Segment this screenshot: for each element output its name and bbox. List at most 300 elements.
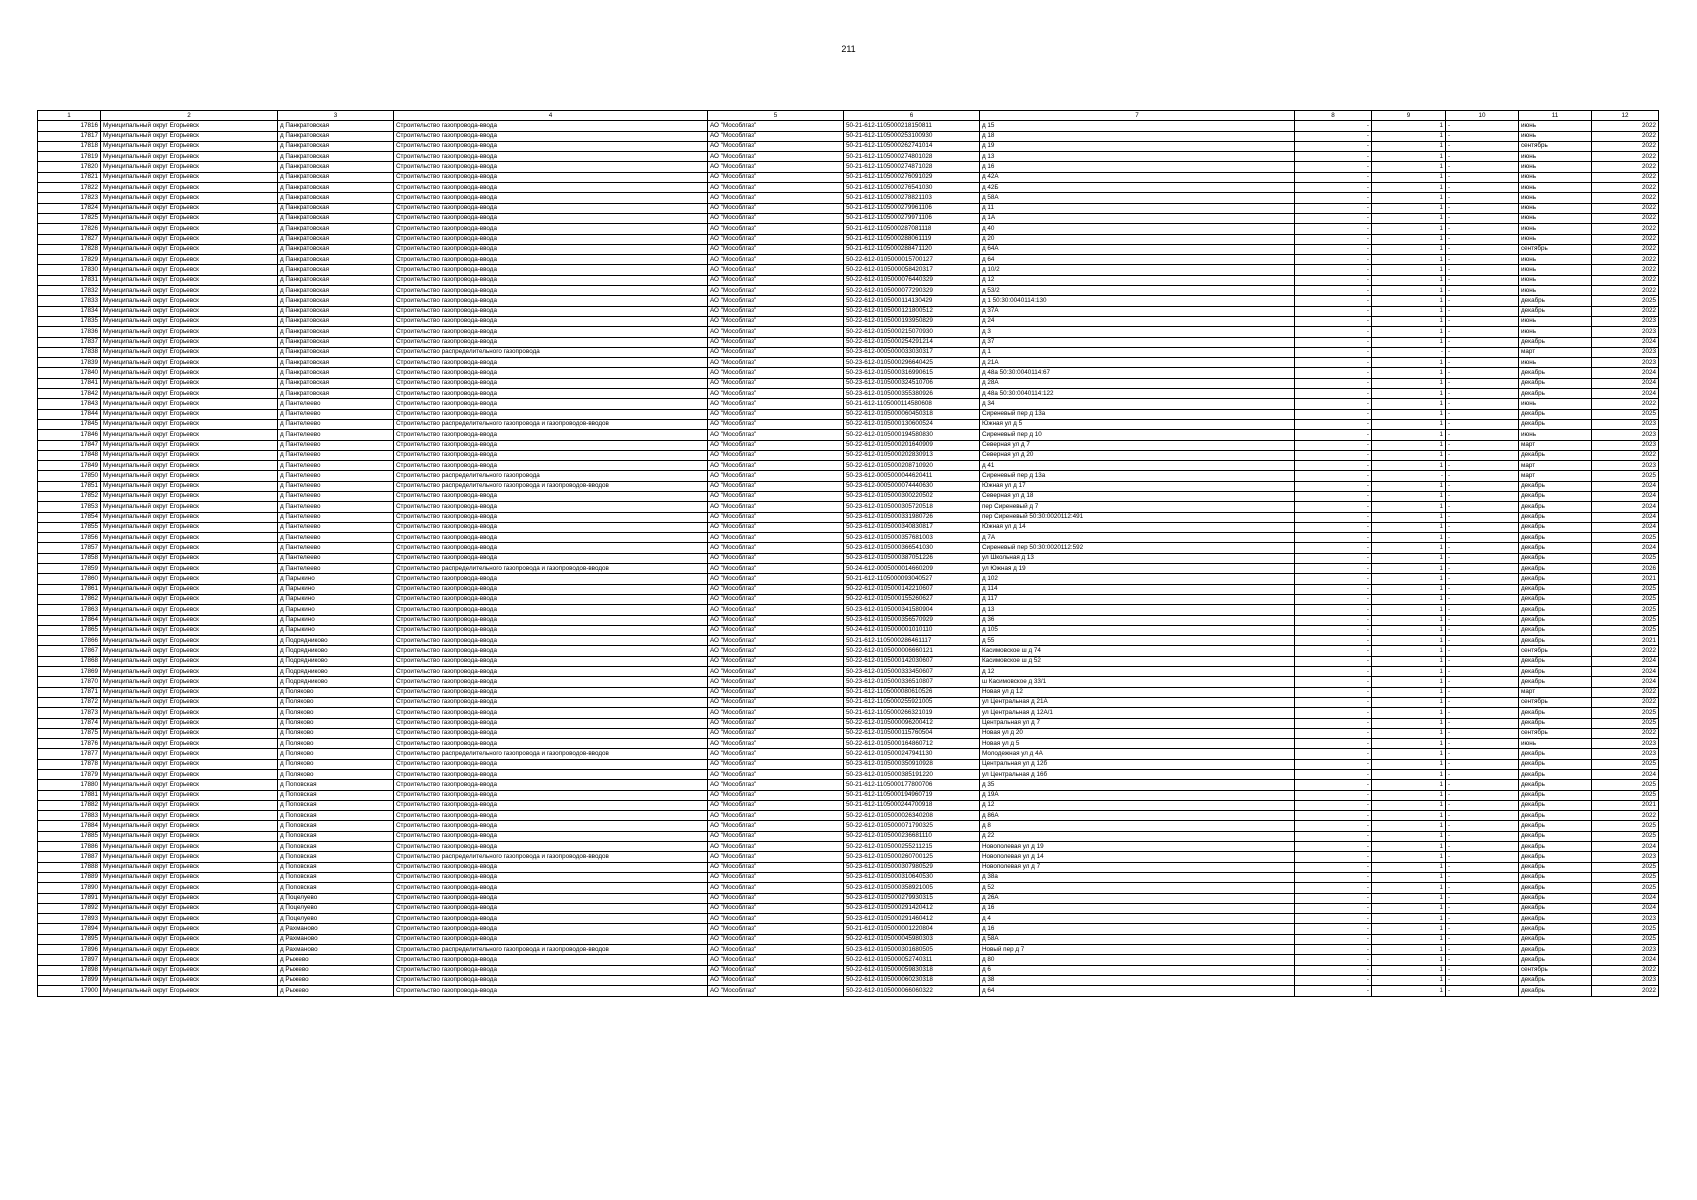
cell-row-number: 17877: [38, 749, 101, 759]
cell-settlement: д Панкратовская: [278, 234, 394, 244]
cell-organization: АО "Мособлгаз": [708, 255, 844, 265]
cell-application-number: 50-21-612-1105000279961106: [844, 203, 980, 213]
cell-application-number: 50-23-612-0105000291460412: [844, 914, 980, 924]
cell-settlement: д Панкратовская: [278, 224, 394, 234]
cell-year: 2021: [1592, 636, 1659, 646]
cell-work-type: Строительство газопровода-ввода: [394, 677, 708, 687]
cell-year: 2025: [1592, 862, 1659, 872]
cell-work-type: Строительство газопровода-ввода: [394, 965, 708, 975]
cell-value-8: -: [1295, 265, 1372, 275]
cell-value-8: -: [1295, 409, 1372, 419]
column-header: 3: [278, 111, 394, 121]
cell-value-10: -: [1446, 852, 1519, 862]
cell-value-9: 1: [1372, 862, 1446, 872]
cell-value-9: 1: [1372, 811, 1446, 821]
table-row: [38, 728, 1659, 738]
cell-value-10: -: [1446, 893, 1519, 903]
cell-work-type: Строительство газопровода-ввода: [394, 512, 708, 522]
cell-month: июнь: [1519, 286, 1592, 296]
cell-year: 2022: [1592, 646, 1659, 656]
cell-year: 2024: [1592, 893, 1659, 903]
cell-value-10: -: [1446, 368, 1519, 378]
cell-organization: АО "Мособлгаз": [708, 337, 844, 347]
cell-municipality: Муниципальный округ Егорьевск: [101, 378, 278, 388]
cell-organization: АО "Мособлгаз": [708, 306, 844, 316]
cell-value-9: 1: [1372, 481, 1446, 491]
cell-address: д 20: [980, 234, 1295, 244]
cell-month: декабрь: [1519, 821, 1592, 831]
cell-address: Сиреневый пер 50:30:0020112:592: [980, 543, 1295, 553]
cell-application-number: 50-23-612-0105000331980726: [844, 512, 980, 522]
cell-work-type: Строительство газопровода-ввода: [394, 574, 708, 584]
cell-row-number: 17885: [38, 831, 101, 841]
cell-month: декабрь: [1519, 656, 1592, 666]
cell-settlement: д Рахманово: [278, 945, 394, 955]
table-row: [38, 708, 1659, 718]
cell-year: 2022: [1592, 141, 1659, 151]
cell-value-8: -: [1295, 162, 1372, 172]
cell-settlement: д Панкратовская: [278, 275, 394, 285]
cell-application-number: 50-23-612-0105000385191220: [844, 770, 980, 780]
cell-row-number: 17853: [38, 502, 101, 512]
cell-settlement: д Рыжево: [278, 986, 394, 996]
cell-work-type: Строительство газопровода-ввода: [394, 605, 708, 615]
cell-value-9: 1: [1372, 296, 1446, 306]
cell-address: д 48а 50:30:0040114:67: [980, 368, 1295, 378]
cell-organization: АО "Мособлгаз": [708, 296, 844, 306]
cell-settlement: д Пантелеево: [278, 419, 394, 429]
cell-application-number: 50-23-612-0105000358921005: [844, 883, 980, 893]
cell-value-10: -: [1446, 419, 1519, 429]
cell-address: д 55: [980, 636, 1295, 646]
cell-address: д 80: [980, 955, 1295, 965]
cell-value-9: 1: [1372, 975, 1446, 985]
cell-year: 2022: [1592, 697, 1659, 707]
cell-settlement: д Панкратовская: [278, 203, 394, 213]
cell-settlement: д Поповская: [278, 862, 394, 872]
cell-work-type: Строительство газопровода-ввода: [394, 131, 708, 141]
cell-month: декабрь: [1519, 584, 1592, 594]
cell-application-number: 50-21-612-1105000278821103: [844, 193, 980, 203]
cell-application-number: 50-22-612-0105000164860712: [844, 739, 980, 749]
cell-settlement: д Парыкино: [278, 615, 394, 625]
cell-address: пер Сиреневый д 7: [980, 502, 1295, 512]
cell-address: ш Касимовское д 33/1: [980, 677, 1295, 687]
cell-month: июнь: [1519, 162, 1592, 172]
cell-month: март: [1519, 687, 1592, 697]
cell-application-number: 50-22-612-0105000052740311: [844, 955, 980, 965]
cell-row-number: 17854: [38, 512, 101, 522]
cell-value-8: -: [1295, 306, 1372, 316]
cell-value-9: 1: [1372, 234, 1446, 244]
cell-work-type: Строительство распределительного газопровода и газопроводов-вводов: [394, 419, 708, 429]
cell-application-number: 50-22-612-0105000045980303: [844, 934, 980, 944]
cell-year: 2024: [1592, 368, 1659, 378]
column-header: 8: [1295, 111, 1372, 121]
cell-value-9: 1: [1372, 883, 1446, 893]
cell-value-8: -: [1295, 780, 1372, 790]
cell-value-9: 1: [1372, 131, 1446, 141]
table-body: [38, 121, 1659, 996]
cell-value-8: -: [1295, 244, 1372, 254]
cell-month: декабрь: [1519, 708, 1592, 718]
cell-organization: АО "Мособлгаз": [708, 522, 844, 532]
cell-municipality: Муниципальный округ Егорьевск: [101, 172, 278, 182]
cell-organization: АО "Мособлгаз": [708, 286, 844, 296]
cell-application-number: 50-23-612-0105000341580904: [844, 605, 980, 615]
cell-row-number: 17869: [38, 667, 101, 677]
cell-municipality: Муниципальный округ Егорьевск: [101, 450, 278, 460]
cell-settlement: д Рахманово: [278, 934, 394, 944]
cell-organization: АО "Мособлгаз": [708, 389, 844, 399]
cell-value-10: -: [1446, 811, 1519, 821]
cell-settlement: д Поповская: [278, 811, 394, 821]
cell-year: 2024: [1592, 842, 1659, 852]
cell-month: июнь: [1519, 255, 1592, 265]
cell-work-type: Строительство газопровода-ввода: [394, 914, 708, 924]
cell-application-number: 50-21-612-1105000288471120: [844, 244, 980, 254]
cell-value-8: -: [1295, 327, 1372, 337]
cell-value-9: 1: [1372, 286, 1446, 296]
cell-address: д 36: [980, 615, 1295, 625]
cell-settlement: д Поповская: [278, 872, 394, 882]
cell-work-type: Строительство газопровода-ввода: [394, 224, 708, 234]
cell-year: 2025: [1592, 831, 1659, 841]
cell-value-8: -: [1295, 800, 1372, 810]
cell-value-10: -: [1446, 121, 1519, 131]
cell-year: 2024: [1592, 770, 1659, 780]
table-row: [38, 749, 1659, 759]
table-row: [38, 244, 1659, 254]
cell-work-type: Строительство газопровода-ввода: [394, 244, 708, 254]
column-header: 1: [38, 111, 101, 121]
cell-year: 2023: [1592, 914, 1659, 924]
cell-value-8: -: [1295, 955, 1372, 965]
cell-organization: АО "Мособлгаз": [708, 739, 844, 749]
cell-address: д 8: [980, 821, 1295, 831]
cell-settlement: д Панкратовская: [278, 255, 394, 265]
cell-work-type: Строительство газопровода-ввода: [394, 790, 708, 800]
cell-month: март: [1519, 471, 1592, 481]
cell-organization: АО "Мособлгаз": [708, 450, 844, 460]
cell-municipality: Муниципальный округ Егорьевск: [101, 934, 278, 944]
cell-value-8: -: [1295, 975, 1372, 985]
cell-organization: АО "Мособлгаз": [708, 265, 844, 275]
cell-work-type: Строительство газопровода-ввода: [394, 461, 708, 471]
cell-value-9: 1: [1372, 224, 1446, 234]
cell-row-number: 17827: [38, 234, 101, 244]
cell-value-8: -: [1295, 739, 1372, 749]
cell-value-10: -: [1446, 667, 1519, 677]
cell-row-number: 17888: [38, 862, 101, 872]
cell-work-type: Строительство газопровода-ввода: [394, 152, 708, 162]
cell-year: 2024: [1592, 337, 1659, 347]
cell-municipality: Муниципальный округ Егорьевск: [101, 718, 278, 728]
cell-row-number: 17896: [38, 945, 101, 955]
cell-value-10: -: [1446, 131, 1519, 141]
cell-month: декабрь: [1519, 296, 1592, 306]
cell-value-8: -: [1295, 872, 1372, 882]
cell-row-number: 17828: [38, 244, 101, 254]
cell-address: д 105: [980, 625, 1295, 635]
cell-organization: АО "Мособлгаз": [708, 924, 844, 934]
cell-municipality: Муниципальный округ Егорьевск: [101, 872, 278, 882]
cell-year: 2022: [1592, 162, 1659, 172]
cell-settlement: д Парыкино: [278, 625, 394, 635]
cell-address: Новополевая ул д 19: [980, 842, 1295, 852]
cell-municipality: Муниципальный округ Егорьевск: [101, 903, 278, 913]
cell-value-10: -: [1446, 296, 1519, 306]
cell-organization: АО "Мособлгаз": [708, 594, 844, 604]
cell-month: декабрь: [1519, 903, 1592, 913]
cell-work-type: Строительство газопровода-ввода: [394, 625, 708, 635]
cell-value-10: -: [1446, 481, 1519, 491]
cell-municipality: Муниципальный округ Егорьевск: [101, 512, 278, 522]
cell-settlement: д Поповская: [278, 831, 394, 841]
cell-year: 2023: [1592, 945, 1659, 955]
cell-row-number: 17893: [38, 914, 101, 924]
cell-address: д 16: [980, 162, 1295, 172]
table-row: [38, 883, 1659, 893]
cell-settlement: д Пантелеево: [278, 450, 394, 460]
cell-row-number: 17899: [38, 975, 101, 985]
cell-year: 2022: [1592, 131, 1659, 141]
cell-value-9: 1: [1372, 914, 1446, 924]
cell-month: декабрь: [1519, 914, 1592, 924]
cell-application-number: 50-23-612-0005000074440630: [844, 481, 980, 491]
cell-organization: АО "Мособлгаз": [708, 718, 844, 728]
cell-municipality: Муниципальный округ Егорьевск: [101, 945, 278, 955]
cell-value-9: 1: [1372, 965, 1446, 975]
cell-value-9: 1: [1372, 924, 1446, 934]
cell-year: 2021: [1592, 800, 1659, 810]
cell-application-number: 50-21-612-1105000288061119: [844, 234, 980, 244]
table-row: [38, 193, 1659, 203]
cell-row-number: 17872: [38, 697, 101, 707]
cell-value-8: -: [1295, 368, 1372, 378]
table-row: [38, 224, 1659, 234]
cell-organization: АО "Мособлгаз": [708, 203, 844, 213]
cell-row-number: 17887: [38, 852, 101, 862]
cell-settlement: д Парыкино: [278, 584, 394, 594]
cell-value-9: 1: [1372, 533, 1446, 543]
cell-work-type: Строительство газопровода-ввода: [394, 172, 708, 182]
cell-value-10: -: [1446, 646, 1519, 656]
cell-municipality: Муниципальный округ Егорьевск: [101, 893, 278, 903]
cell-value-8: -: [1295, 543, 1372, 553]
cell-municipality: Муниципальный округ Егорьевск: [101, 121, 278, 131]
cell-month: июнь: [1519, 121, 1592, 131]
cell-month: декабрь: [1519, 955, 1592, 965]
cell-value-9: 1: [1372, 708, 1446, 718]
cell-application-number: 50-22-612-0105000121800512: [844, 306, 980, 316]
cell-work-type: Строительство газопровода-ввода: [394, 275, 708, 285]
cell-application-number: 50-22-612-0105000202830913: [844, 450, 980, 460]
cell-value-9: 1: [1372, 389, 1446, 399]
cell-month: сентябрь: [1519, 728, 1592, 738]
cell-month: сентябрь: [1519, 697, 1592, 707]
cell-row-number: 17868: [38, 656, 101, 666]
table-row: [38, 162, 1659, 172]
cell-organization: АО "Мособлгаз": [708, 646, 844, 656]
cell-value-10: -: [1446, 533, 1519, 543]
table-row: [38, 358, 1659, 368]
cell-month: декабрь: [1519, 883, 1592, 893]
cell-month: декабрь: [1519, 811, 1592, 821]
cell-address: д 3: [980, 327, 1295, 337]
cell-municipality: Муниципальный округ Егорьевск: [101, 193, 278, 203]
cell-organization: АО "Мособлгаз": [708, 481, 844, 491]
cell-work-type: Строительство распределительного газопровода: [394, 471, 708, 481]
cell-value-9: 1: [1372, 543, 1446, 553]
cell-organization: АО "Мособлгаз": [708, 564, 844, 574]
table-row: [38, 605, 1659, 615]
cell-month: декабрь: [1519, 368, 1592, 378]
cell-municipality: Муниципальный округ Егорьевск: [101, 502, 278, 512]
header-row: [38, 111, 1659, 121]
cell-year: 2023: [1592, 347, 1659, 357]
cell-year: 2022: [1592, 183, 1659, 193]
cell-application-number: 50-22-612-0105000142030607: [844, 656, 980, 666]
cell-year: 2025: [1592, 605, 1659, 615]
cell-value-10: -: [1446, 883, 1519, 893]
cell-municipality: Муниципальный округ Егорьевск: [101, 955, 278, 965]
table-row: [38, 862, 1659, 872]
cell-settlement: д Панкратовская: [278, 162, 394, 172]
cell-row-number: 17874: [38, 718, 101, 728]
cell-row-number: 17825: [38, 213, 101, 223]
cell-settlement: д Панкратовская: [278, 121, 394, 131]
cell-year: 2022: [1592, 255, 1659, 265]
cell-value-8: -: [1295, 646, 1372, 656]
cell-organization: АО "Мособлгаз": [708, 584, 844, 594]
cell-value-8: -: [1295, 193, 1372, 203]
cell-month: декабрь: [1519, 718, 1592, 728]
cell-month: март: [1519, 440, 1592, 450]
cell-address: д 12: [980, 667, 1295, 677]
cell-value-10: -: [1446, 389, 1519, 399]
table-row: [38, 934, 1659, 944]
cell-value-10: -: [1446, 842, 1519, 852]
cell-address: д 52: [980, 883, 1295, 893]
table-row: [38, 831, 1659, 841]
cell-address: Южная ул д 17: [980, 481, 1295, 491]
cell-value-9: 1: [1372, 203, 1446, 213]
table-row: [38, 852, 1659, 862]
cell-value-10: -: [1446, 203, 1519, 213]
cell-application-number: 50-22-612-0105000201640909: [844, 440, 980, 450]
cell-value-8: -: [1295, 749, 1372, 759]
cell-settlement: д Пантелеево: [278, 533, 394, 543]
cell-row-number: 17822: [38, 183, 101, 193]
cell-application-number: 50-23-612-0105000291420412: [844, 903, 980, 913]
cell-row-number: 17852: [38, 491, 101, 501]
cell-settlement: д Поповская: [278, 842, 394, 852]
cell-application-number: 50-22-612-0105000006660121: [844, 646, 980, 656]
cell-value-9: 1: [1372, 358, 1446, 368]
cell-municipality: Муниципальный округ Егорьевск: [101, 131, 278, 141]
cell-value-8: -: [1295, 461, 1372, 471]
cell-application-number: 50-23-612-0105000307980529: [844, 862, 980, 872]
cell-row-number: 17833: [38, 296, 101, 306]
cell-application-number: 50-22-612-0105000254291214: [844, 337, 980, 347]
page-number: 211: [841, 44, 856, 54]
cell-work-type: Строительство газопровода-ввода: [394, 780, 708, 790]
cell-application-number: 50-22-612-0105000208710920: [844, 461, 980, 471]
cell-year: 2022: [1592, 224, 1659, 234]
table-row: [38, 203, 1659, 213]
cell-organization: АО "Мособлгаз": [708, 605, 844, 615]
cell-application-number: 50-21-612-1105000093040527: [844, 574, 980, 584]
cell-municipality: Муниципальный округ Егорьевск: [101, 842, 278, 852]
cell-value-8: -: [1295, 831, 1372, 841]
cell-settlement: д Панкратовская: [278, 193, 394, 203]
cell-year: 2023: [1592, 461, 1659, 471]
cell-address: пер Сиреневый 50:30:0020112:491: [980, 512, 1295, 522]
table-row: [38, 327, 1659, 337]
cell-work-type: Строительство газопровода-ввода: [394, 522, 708, 532]
cell-work-type: Строительство газопровода-ввода: [394, 533, 708, 543]
data-table: [37, 110, 1659, 997]
cell-month: март: [1519, 461, 1592, 471]
cell-organization: АО "Мособлгаз": [708, 574, 844, 584]
cell-month: июнь: [1519, 203, 1592, 213]
cell-month: декабрь: [1519, 594, 1592, 604]
cell-organization: АО "Мособлгаз": [708, 471, 844, 481]
cell-value-8: -: [1295, 255, 1372, 265]
cell-value-10: -: [1446, 491, 1519, 501]
cell-address: д 34: [980, 399, 1295, 409]
cell-settlement: д Поляково: [278, 759, 394, 769]
cell-application-number: 50-23-612-0105000279930315: [844, 893, 980, 903]
table-row: [38, 491, 1659, 501]
cell-month: декабрь: [1519, 986, 1592, 996]
cell-row-number: 17898: [38, 965, 101, 975]
cell-settlement: д Пантелеево: [278, 440, 394, 450]
cell-work-type: Строительство газопровода-ввода: [394, 667, 708, 677]
cell-application-number: 50-23-612-0105000355380926: [844, 389, 980, 399]
cell-application-number: 50-23-612-0105000305720518: [844, 502, 980, 512]
cell-settlement: д Парыкино: [278, 605, 394, 615]
cell-month: декабрь: [1519, 677, 1592, 687]
cell-work-type: Строительство газопровода-ввода: [394, 893, 708, 903]
cell-month: декабрь: [1519, 667, 1592, 677]
cell-value-9: 1: [1372, 636, 1446, 646]
cell-year: 2024: [1592, 656, 1659, 666]
cell-organization: АО "Мособлгаз": [708, 244, 844, 254]
table-row: [38, 615, 1659, 625]
cell-year: 2025: [1592, 615, 1659, 625]
cell-value-10: -: [1446, 986, 1519, 996]
cell-settlement: д Панкратовская: [278, 389, 394, 399]
cell-value-9: 1: [1372, 831, 1446, 841]
table-row: [38, 872, 1659, 882]
cell-month: декабрь: [1519, 790, 1592, 800]
table-row: [38, 255, 1659, 265]
table-row: [38, 697, 1659, 707]
cell-value-9: 1: [1372, 955, 1446, 965]
cell-year: 2022: [1592, 244, 1659, 254]
cell-settlement: д Панкратовская: [278, 327, 394, 337]
cell-row-number: 17870: [38, 677, 101, 687]
cell-address: ул Центральная д 16б: [980, 770, 1295, 780]
cell-value-10: -: [1446, 687, 1519, 697]
cell-address: ул Центральная д 12А/1: [980, 708, 1295, 718]
cell-work-type: Строительство газопровода-ввода: [394, 739, 708, 749]
cell-year: 2023: [1592, 975, 1659, 985]
cell-value-9: 1: [1372, 193, 1446, 203]
cell-row-number: 17883: [38, 811, 101, 821]
